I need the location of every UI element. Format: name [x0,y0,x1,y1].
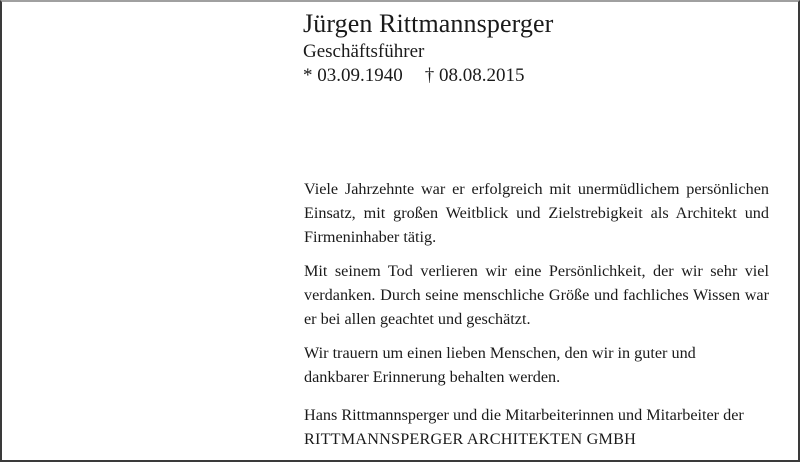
life-dates [303,64,553,88]
obituary-header [303,9,553,88]
signature-line-1: Hans Rittmannsperger und die Mitarbeiterinnen und Mitarbeiter der [304,406,744,424]
cross-icon: † [424,65,435,86]
deceased-name: Jürgen Rittmannsperger [303,9,554,38]
paragraph-tribute: Viele Jahrzehnte war er erfolgreich mit unermüdlichem persönlichen Einsatz, mit großen Weitblick und Zielstrebigkeit als Architekt und Firmeninhaber tätig. [304,180,769,246]
paragraph-loss: Mit seinem Tod verlieren wir eine Persönlichkeit, der wir sehr viel verdanken. Durch seine menschliche Größe und fachliches Wissen war er bei allen geachtet und geschätzt. [304,262,769,328]
signature-block [304,403,769,451]
company-name: RITTMANNSPERGER ARCHITEKTEN GMBH [304,430,636,448]
deceased-role: Geschäftsführer [303,41,425,62]
obituary-body [304,177,769,451]
mourning-line-2: dankbarer Erinnerung behalten werden. [304,368,561,386]
died-date: 08.08.2015 [439,65,525,86]
born-symbol: * [303,65,313,86]
mourning-line-1: Wir trauern um einen lieben Menschen, den wir in guter und [304,344,696,362]
paragraph-mourning [304,341,769,389]
born-date: 03.09.1940 [317,65,403,86]
